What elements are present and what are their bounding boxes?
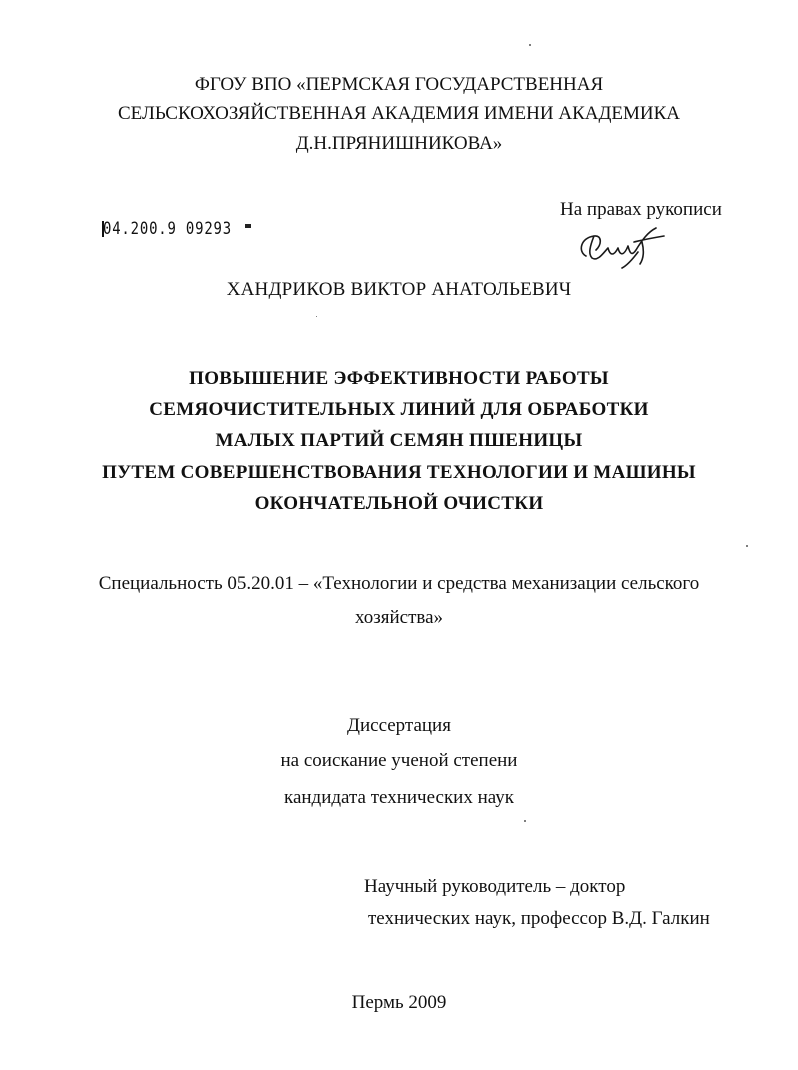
title-line-3: МАЛЫХ ПАРТИЙ СЕМЯН ПШЕНИЦЫ	[215, 430, 583, 451]
registration-dot-mark	[245, 224, 251, 228]
specialty-line-2: хозяйства»	[354, 607, 444, 628]
scan-speck	[529, 44, 531, 46]
title-line-1: ПОВЫШЕНИЕ ЭФФЕКТИВНОСТИ РАБОТЫ	[189, 368, 609, 389]
author-name: ХАНДРИКОВ ВИКТОР АНАТОЛЬЕВИЧ	[226, 279, 572, 300]
title-line-2: СЕМЯОЧИСТИТЕЛЬНЫХ ЛИНИЙ ДЛЯ ОБРАБОТКИ	[149, 399, 649, 420]
author-signature	[572, 222, 672, 270]
scan-speck	[524, 820, 526, 822]
supervisor-line-2: технических наук, профессор В.Д. Галкин	[368, 908, 710, 929]
supervisor-line-1: Научный руководитель – доктор	[364, 876, 626, 897]
title-line-4: ПУТЕМ СОВЕРШЕНСТВОВАНИЯ ТЕХНОЛОГИИ И МАШИНЫ	[102, 462, 696, 483]
scan-speck	[746, 545, 748, 547]
manuscript-rights-note: На правах рукописи	[560, 199, 722, 220]
degree-purpose: на соискание ученой степени	[280, 750, 518, 771]
specialty-line-1: Специальность 05.20.01 – «Технологии и средства механизации сельского	[98, 573, 700, 594]
degree-level: кандидата технических наук	[284, 787, 514, 808]
organization-line-1: ФГОУ ВПО «ПЕРМСКАЯ ГОСУДАРСТВЕННАЯ	[194, 74, 604, 95]
organization-line-3: Д.Н.ПРЯНИШНИКОВА»	[295, 133, 503, 154]
registration-number: 04.200.9 09293	[103, 219, 232, 239]
scan-speck	[316, 316, 317, 317]
degree-type: Диссертация	[347, 715, 451, 736]
organization-line-2: СЕЛЬСКОХОЗЯЙСТВЕННАЯ АКАДЕМИЯ ИМЕНИ АКАДЕМИКА	[117, 103, 681, 124]
place-and-year: Пермь 2009	[351, 992, 447, 1013]
title-line-5: ОКОНЧАТЕЛЬНОЙ ОЧИСТКИ	[254, 493, 544, 514]
